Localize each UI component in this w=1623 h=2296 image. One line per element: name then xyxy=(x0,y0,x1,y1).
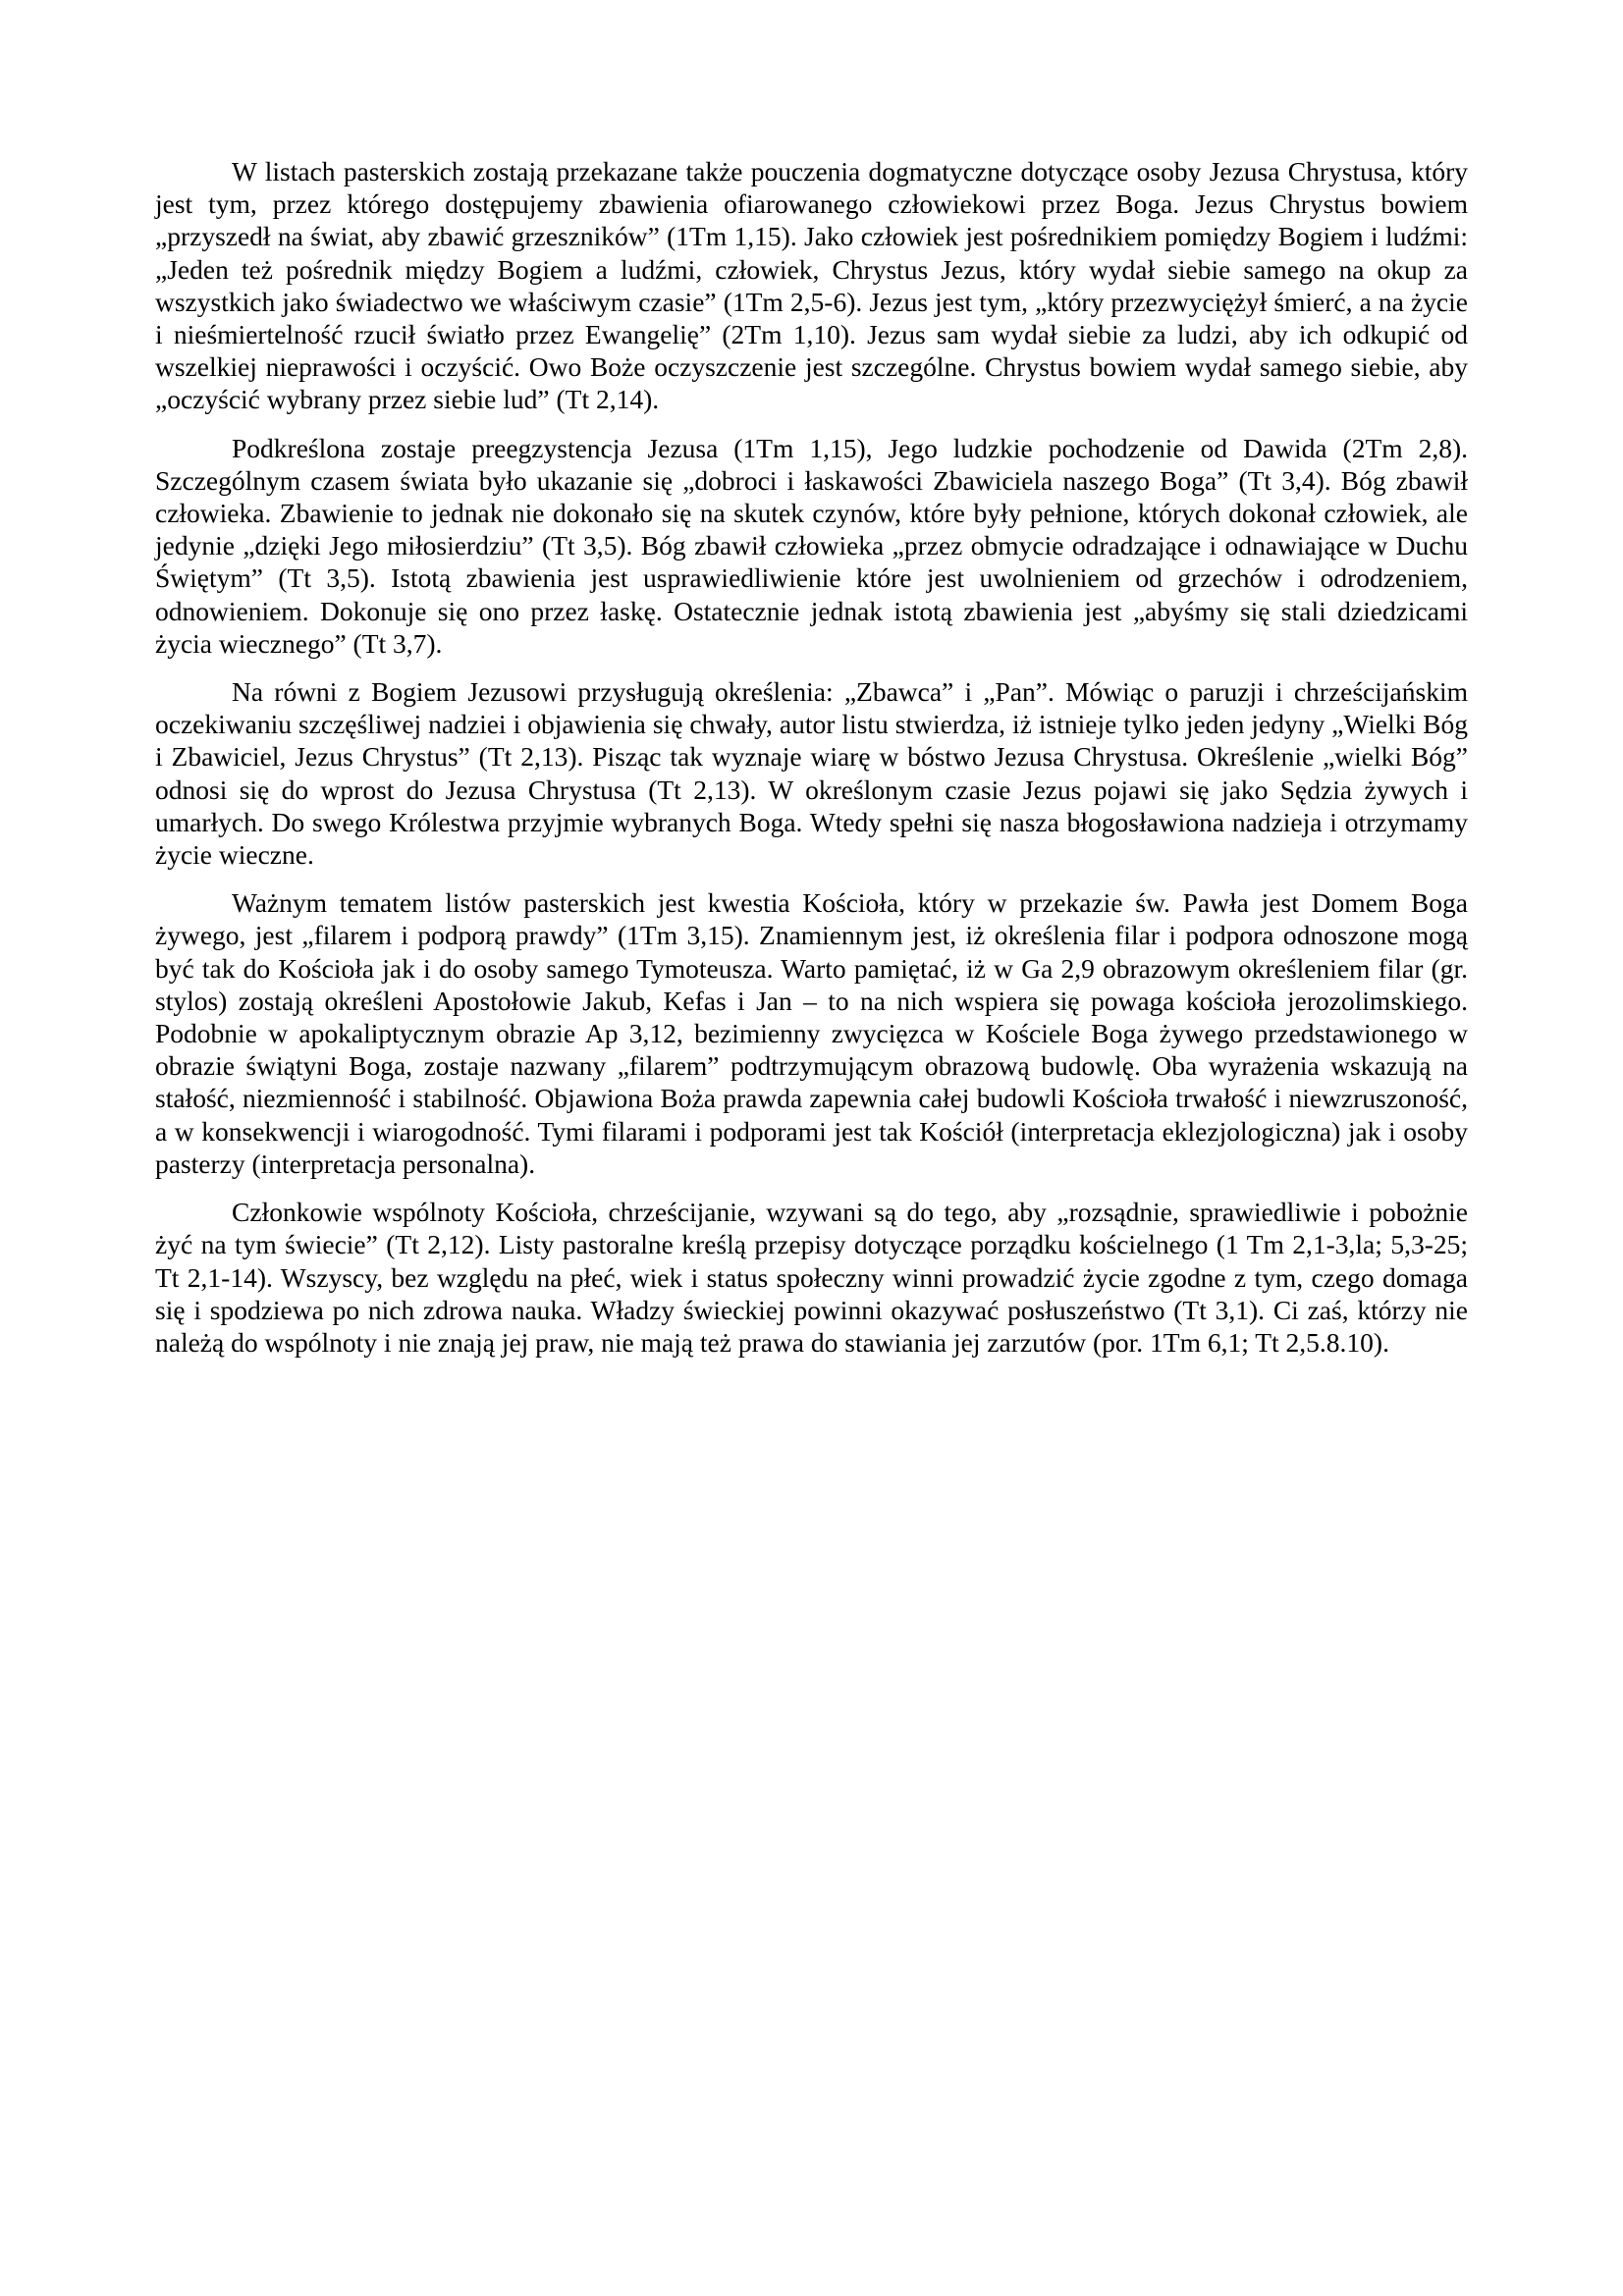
paragraph-preexistence-salvation: Podkreślona zostaje preegzystencja Jezusa (1Tm 1,15), Jego ludzkie pochodzenie od Dawida (2Tm 2,8). Szczególnym czasem świata było ukazanie się „dobroci i łaskawości Zbawiciela naszego Boga” (Tt 3,4). Bóg zbawił człowieka. Zbawienie to jednak nie dokonało się na skutek czynów, które były pełnione, których dokonał człowiek, ale jedynie „dzięki Jego miłosierdziu” (Tt 3,5). Bóg zbawił człowieka „przez obmycie odradzające i odnawiające w Duchu Świętym” (Tt 3,5). Istotą zbawienia jest usprawiedliwienie które jest uwolnieniem od grzechów i odrodzeniem, odnowieniem. Dokonuje się ono przez łaskę. Ostatecznie jednak istotą zbawienia jest „abyśmy się stali dziedzicami życia wiecznego” (Tt 3,7). xyxy=(155,432,1468,659)
paragraph-christology: W listach pasterskich zostają przekazane także pouczenia dogmatyczne dotyczące osoby Jezusa Chrystusa, który jest tym, przez którego dostępujemy zbawienia ofiarowanego człowiekowi przez Boga. Jezus Chrystus bowiem „przyszedł na świat, aby zbawić grzeszników” (1Tm 1,15). Jako człowiek jest pośrednikiem pomiędzy Bogiem i ludźmi: „Jeden też pośrednik między Bogiem a ludźmi, człowiek, Chrystus Jezus, który wydał siebie samego na okup za wszystkich jako świadectwo we właściwym czasie” (1Tm 2,5-6). Jezus jest tym, „który przezwyciężył śmierć, a na życie i nieśmiertelność rzucił światło przez Ewangelię” (2Tm 1,10). Jezus sam wydał siebie za ludzi, aby ich odkupić od wszelkiej nieprawości i oczyścić. Owo Boże oczyszczenie jest szczególne. Chrystus bowiem wydał samego siebie, aby „oczyścić wybrany przez siebie lud” (Tt 2,14). xyxy=(155,156,1468,415)
paragraph-titles-of-jesus: Na równi z Bogiem Jezusowi przysługują określenia: „Zbawca” i „Pan”. Mówiąc o paruzji i chrześcijańskim oczekiwaniu szczęśliwej nadziei i objawienia się chwały, autor listu stwierdza, iż istnieje tylko jeden jedyny „Wielki Bóg i Zbawiciel, Jezus Chrystus” (Tt 2,13). Pisząc tak wyznaje wiarę w bóstwo Jezusa Chrystusa. Określenie „wielki Bóg” odnosi się do wprost do Jezusa Chrystusa (Tt 2,13). W określonym czasie Jezus pojawi się jako Sędzia żywych i umarłych. Do swego Królestwa przyjmie wybranych Boga. Wtedy spełni się nasza błogosławiona nadzieja i otrzymamy życie wieczne. xyxy=(155,676,1468,871)
paragraph-church: Ważnym tematem listów pasterskich jest kwestia Kościoła, który w przekazie św. Pawła jest Domem Boga żywego, jest „filarem i podporą prawdy” (1Tm 3,15). Znamiennym jest, iż określenia filar i podpora odnoszone mogą być tak do Kościoła jak i do osoby samego Tymoteusza. Warto pamiętać, iż w Ga 2,9 obrazowym określeniem filar (gr. stylos) zostają określeni Apostołowie Jakub, Kefas i Jan – to na nich wspiera się powaga kościoła jerozolimskiego. Podobnie w apokaliptycznym obrazie Ap 3,12, bezimienny zwycięzca w Kościele Boga żywego przedstawionego w obrazie świątyni Boga, zostaje nazwany „filarem” podtrzymującym obrazową budowlę. Oba wyrażenia wskazują na stałość, niezmienność i stabilność. Objawiona Boża prawda zapewnia całej budowli Kościoła trwałość i niewzruszoność, a w konsekwencji i wiarogodność. Tymi filarami i podporami jest tak Kościół (interpretacja eklezjologiczna) jak i osoby pasterzy (interpretacja personalna). xyxy=(155,887,1468,1179)
document-page xyxy=(155,155,1468,1374)
paragraph-community-members: Członkowie wspólnoty Kościoła, chrześcijanie, wzywani są do tego, aby „rozsądnie, sprawiedliwie i pobożnie żyć na tym świecie” (Tt 2,12). Listy pastoralne kreślą przepisy dotyczące porządku kościelnego (1 Tm 2,1-3,la; 5,3-25; Tt 2,1-14). Wszyscy, bez względu na płeć, wiek i status społeczny winni prowadzić życie zgodne z tym, czego domaga się i spodziewa po nich zdrowa nauka. Władzy świeckiej powinni okazywać posłuszeństwo (Tt 3,1). Ci zaś, którzy nie należą do wspólnoty i nie znają jej praw, nie mają też prawa do stawiania jej zarzutów (por. 1Tm 6,1; Tt 2,5.8.10). xyxy=(155,1197,1468,1358)
